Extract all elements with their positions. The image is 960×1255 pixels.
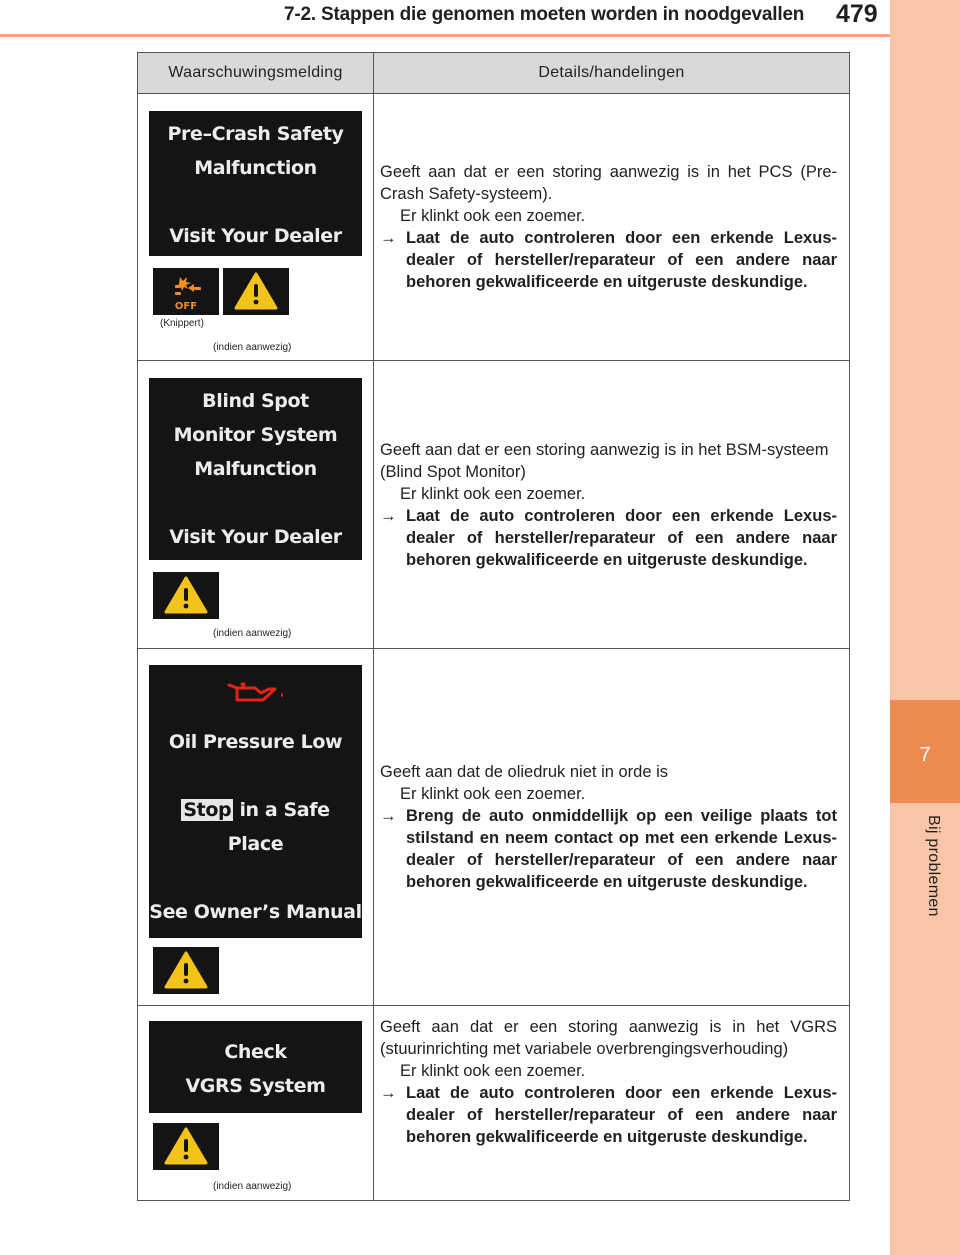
chapter-side-strip <box>890 0 960 1255</box>
warning-triangle-icon <box>153 1123 219 1170</box>
pcs-off-text: OFF <box>174 301 198 312</box>
details-cell <box>374 94 850 361</box>
arrow-icon: → <box>380 229 397 247</box>
warning-triangle-icon <box>153 572 219 619</box>
action-text <box>380 227 837 293</box>
screen-line <box>149 799 362 821</box>
screen-line: See Owner’s Manual <box>149 901 362 923</box>
action-text <box>380 805 837 893</box>
oil-can-icon <box>225 679 287 705</box>
chapter-tab <box>890 700 960 803</box>
column-header-details: Details/handelingen <box>374 53 850 94</box>
display-screen-bsm <box>149 378 362 560</box>
arrow-icon: → <box>380 506 397 525</box>
display-screen-oil <box>149 665 362 938</box>
header-divider <box>0 34 890 37</box>
screen-line: Visit Your Dealer <box>169 526 342 548</box>
screen-line: Place <box>227 833 284 855</box>
display-screen-pcs <box>149 111 362 256</box>
display-screen-vgrs <box>149 1021 362 1113</box>
warning-display-cell <box>138 1006 374 1201</box>
warning-display-cell <box>138 649 374 1006</box>
details-cell <box>374 361 850 649</box>
action-label: Laat de auto controleren door een erkende Lexus-dealer of hersteller/reparateur of een andere naar behoren gekwalificeerde en uitgeruste deskundige. <box>406 1084 837 1146</box>
warning-display-cell <box>138 94 374 361</box>
action-text <box>380 505 837 571</box>
section-title: 7-2. Stappen die genomen moeten worden in noodgevallen <box>284 4 805 25</box>
warning-message-table <box>137 52 850 1201</box>
table-row <box>138 361 850 649</box>
warning-triangle-icon <box>153 947 219 994</box>
action-label: Laat de auto controleren door een erkende Lexus-dealer of hersteller/reparateur of een andere naar behoren gekwalificeerde en uitgeruste deskundige. <box>406 506 837 569</box>
buzzer-note: Er klinkt ook een zoemer. <box>400 207 586 225</box>
availability-caption: (indien aanwezig) <box>213 1181 292 1192</box>
description-text: Geeft aan dat de oliedruk niet in orde is <box>380 763 669 781</box>
action-text <box>380 1082 837 1148</box>
page-number: 479 <box>836 0 878 28</box>
screen-line: Malfunction <box>194 157 317 179</box>
action-label: Laat de auto controleren door een erkende Lexus-dealer of hersteller/reparateur of een andere naar behoren gekwalificeerde en uitgeruste deskundige. <box>406 229 837 291</box>
table-row <box>138 94 850 361</box>
table-header-row <box>138 53 850 94</box>
description-text: Geeft aan dat er een storing aanwezig is in het BSM-systeem (Blind Spot Monitor) <box>380 440 829 481</box>
availability-caption: (indien aanwezig) <box>213 628 292 639</box>
screen-line: Oil Pressure Low <box>168 731 343 753</box>
screen-line: Check <box>224 1041 287 1063</box>
blink-caption: (Knippert) <box>160 318 204 329</box>
table-row <box>138 1006 850 1201</box>
description-text: Geeft aan dat er een storing aanwezig is in het VGRS (stuurinrichting met variabele overbrengingsverhouding) <box>380 1018 837 1058</box>
stop-highlight: Stop <box>183 799 232 821</box>
arrow-icon: → <box>380 807 397 825</box>
table-row <box>138 649 850 1006</box>
buzzer-note: Er klinkt ook een zoemer. <box>400 1062 586 1080</box>
screen-line: Malfunction <box>194 458 317 480</box>
screen-line: VGRS System <box>185 1075 326 1097</box>
screen-line: Visit Your Dealer <box>169 225 342 247</box>
chapter-label: Bij problemen <box>925 815 942 917</box>
warning-display-cell <box>138 361 374 649</box>
description-text: Geeft aan dat er een storing aanwezig is in het PCS (Pre-Crash Safety-systeem). <box>380 163 837 203</box>
buzzer-note: Er klinkt ook een zoemer. <box>400 484 586 503</box>
details-cell <box>374 649 850 1006</box>
details-cell <box>374 1006 850 1201</box>
chapter-number: 7 <box>919 744 931 766</box>
screen-line: Monitor System <box>173 424 338 446</box>
warning-triangle-icon <box>223 268 289 315</box>
page-header <box>0 0 890 36</box>
action-label: Breng de auto onmiddellijk op een veilige plaats tot stilstand en neem contact op met een erkende Lexus-dealer of hersteller/reparateur of een andere naar behoren gekwalificeerde en uitgeruste deskundige. <box>406 807 837 891</box>
screen-line: Pre–Crash Safety <box>167 123 344 145</box>
arrow-icon: → <box>380 1084 397 1102</box>
pcs-off-icon <box>153 268 219 315</box>
availability-caption: (indien aanwezig) <box>213 342 292 353</box>
column-header-warning: Waarschuwingsmelding <box>138 53 374 94</box>
buzzer-note: Er klinkt ook een zoemer. <box>400 785 586 803</box>
screen-line-tail: in a Safe <box>239 799 330 821</box>
screen-line: Blind Spot <box>202 390 309 412</box>
